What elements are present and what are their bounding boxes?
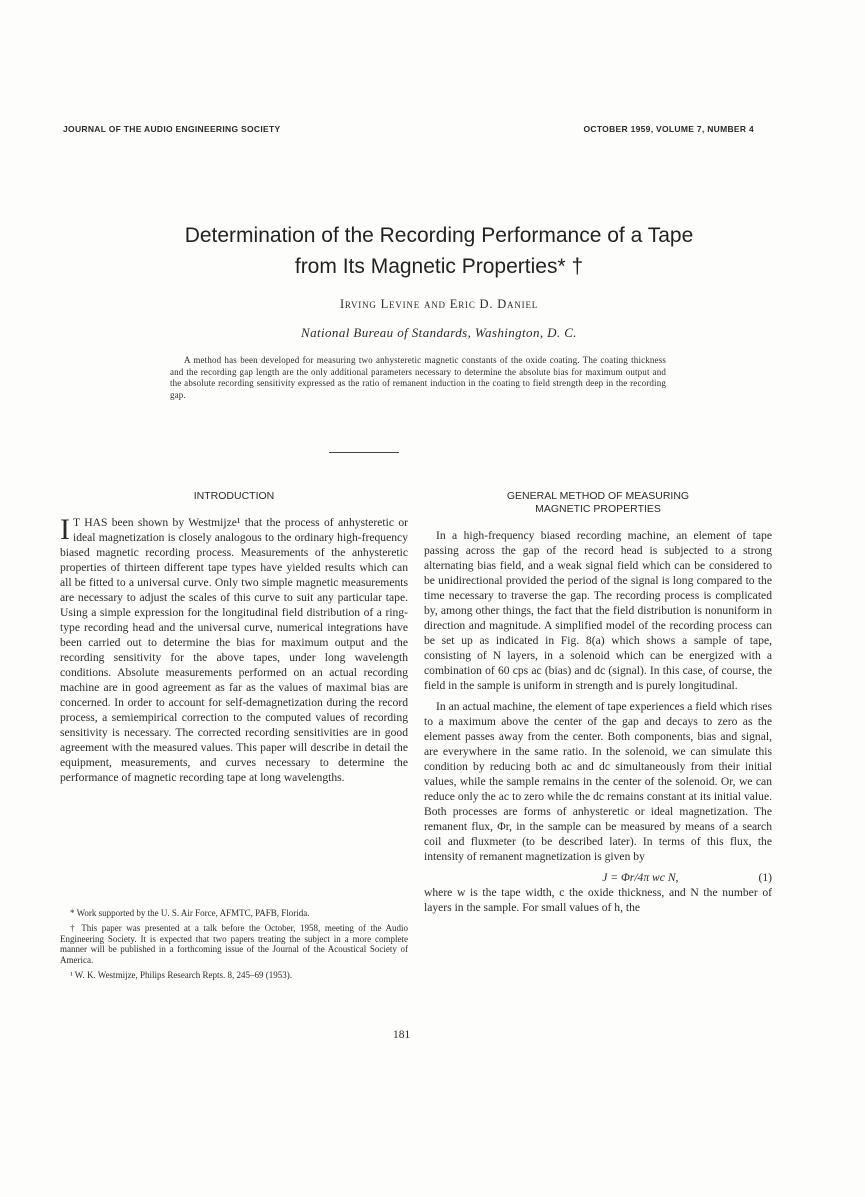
- equation-1: [424, 870, 772, 885]
- abstract: A method has been developed for measuring two anhysteretic magnetic constants of the oxide coating. The coating thickness and the recording gap length are the only additional parameters necessary to determine the absolute bias for maximum output and the absolute recording sensitivity expressed as the ratio of remanent induction in the coating to field strength deep in the recording gap.: [170, 355, 666, 400]
- left-column: [60, 490, 408, 791]
- footnotes: [60, 908, 408, 985]
- issue-info: OCTOBER 1959, VOLUME 7, NUMBER 4: [583, 124, 754, 134]
- page-number: 181: [393, 1029, 411, 1041]
- general-paragraph-3: where w is the tape width, c the oxide thickness, and N the number of layers in the sample. For small values of h, the: [424, 886, 772, 914]
- equation-expression: J = Φr/4π wc N,: [602, 871, 679, 884]
- intro-paragraph: [60, 515, 408, 785]
- section-divider: [329, 452, 399, 453]
- footnote-3: ¹ W. K. Westmijze, Philips Research Repts. 8, 245–69 (1953).: [70, 969, 293, 980]
- authors: Irving Levine and Eric D. Daniel: [339, 297, 539, 311]
- general-heading-line1: GENERAL METHOD OF MEASURING: [506, 490, 690, 502]
- general-paragraph-2: In an actual machine, the element of tape experiences a field which rises to a maximum above the center of the gap and decays to zero as the element passes away from the center. Both components, bias and signal, are everywhere in the same ratio. In the solenoid, we can simulate this condition by reducing both ac and dc simultaneously from their initial values, while the sample remains in the center of the solenoid. Or, we can reduce only the ac to zero while the dc remains constant at its initial value. Both processes are forms of anhysteretic or ideal magnetization. The remanent flux, Φr, in the sample can be measured by means of a search coil and fluxmeter (to be described later). In terms of this flux, the intensity of remanent magnetization is given by: [424, 700, 772, 863]
- article-title-line2: from Its Magnetic Properties* †: [294, 255, 584, 278]
- general-heading-line2: MAGNETIC PROPERTIES: [535, 503, 661, 515]
- footnote-2: † This paper was presented at a talk before the October, 1958, meeting of the Audio Engineering Society. It is expected that two papers treating the subject in a more complete manner will be published in a forthcoming issue of the Journal of the Acoustical Society of America.: [60, 922, 408, 966]
- right-column: [424, 490, 772, 921]
- intro-heading: INTRODUCTION: [193, 490, 275, 502]
- intro-text: T HAS been shown by Westmijze¹ that the process of anhysteretic or ideal magnetization is closely analogous to the ordinary high-frequency biased magnetic recording process. Measurements of the anhysteretic properties of thirteen different tape types have yielded results which can all be fitted to a universal curve. Only two simple magnetic measurements are necessary to adjust the scales of this curve to suit any particular tape. Using a simple expression for the longitudinal field distribution of a ring-type recording head and the universal curve, numerical integrations have been carried out to determine the bias for maximum output and the recording sensitivity for the above tapes, under long wavelength conditions. Absolute measurements performed on an actual recording machine are in good agreement as far as the values of maximal bias are concerned. In order to account for self-demagnetization during the record process, a semiempirical correction to the computed values of recording sensitivity is necessary. The corrected recording sensitivities are in good agreement with the measured values. This paper will describe in detail the equipment, measurements, and curves necessary to determine the performance of magnetic recording tape at long wavelengths.: [60, 516, 408, 784]
- affiliation: National Bureau of Standards, Washington, D. C.: [301, 325, 577, 340]
- article-title-line1: Determination of the Recording Performance of a Tape: [184, 224, 694, 247]
- general-paragraph-1: In a high-frequency biased recording machine, an element of tape passing across the gap of the record head is subjected to a strong alternating bias field, and a weak signal field which can be considered to be unidirectional provided the period of the signal is long compared to the time necessary to traverse the gap. The recording process is complicated by, among other things, the fact that the field distribution is nonuniform in direction and magnitude. A simplified model of the recording process can be set up as indicated in Fig. 8(a) which shows a sample of tape, consisting of N layers, in a solenoid which can be energized with a combination of 60 cps ac (bias) and dc (signal). In this case, of course, the field in the sample is uniform in strength and is purely longitudinal.: [424, 529, 772, 692]
- journal-name: JOURNAL OF THE AUDIO ENGINEERING SOCIETY: [63, 124, 281, 134]
- drop-cap: I: [60, 513, 70, 546]
- footnote-1: * Work supported by the U. S. Air Force, AFMTC, PAFB, Florida.: [70, 908, 310, 918]
- equation-number: (1): [758, 871, 772, 884]
